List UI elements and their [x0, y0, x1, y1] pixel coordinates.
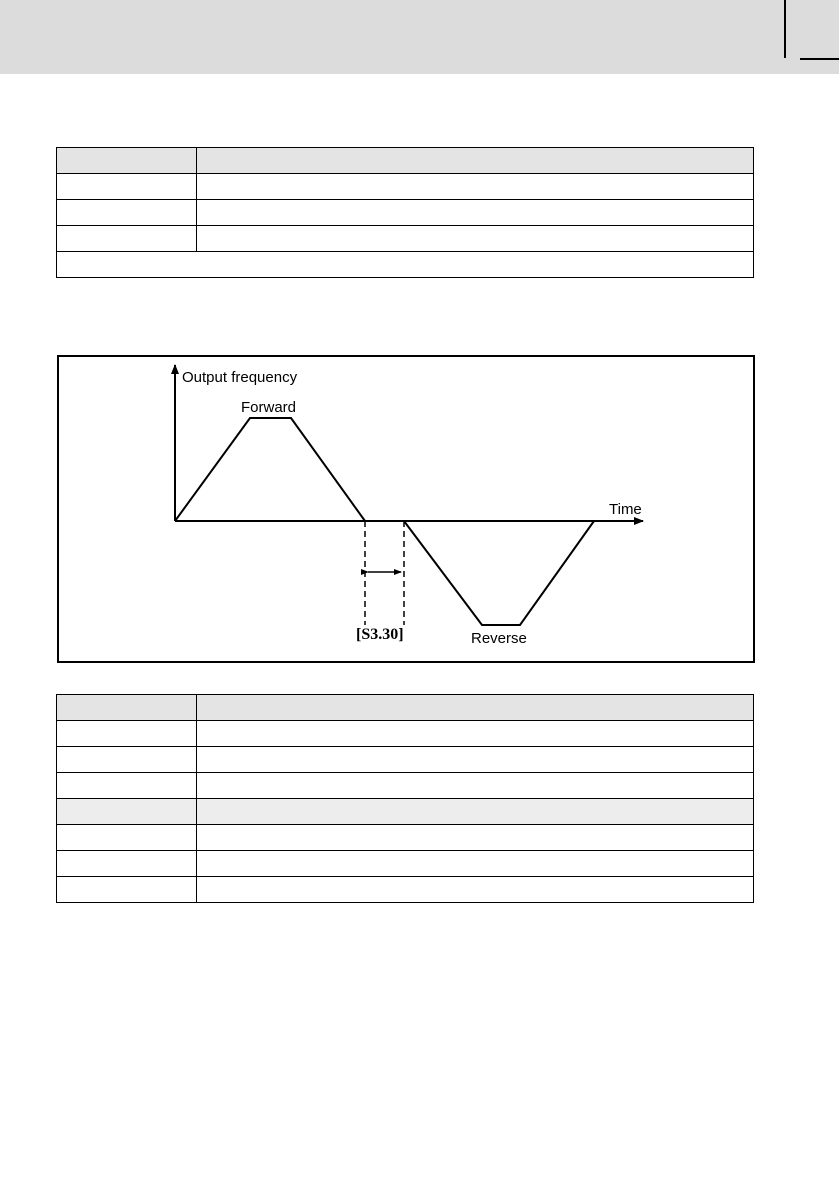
crop-mark-vertical [784, 0, 786, 58]
page-header-band [0, 0, 839, 74]
frequency-diagram [57, 355, 755, 663]
table-row [57, 174, 754, 200]
table-cell [57, 148, 197, 174]
table-cell [57, 226, 197, 252]
interval-label: [S3.30] [356, 626, 404, 643]
frequency-diagram-svg [59, 357, 753, 661]
table-cell [197, 773, 754, 799]
table-cell [197, 695, 754, 721]
crop-mark-horizontal [800, 58, 839, 60]
table-cell [197, 877, 754, 903]
table-row [57, 851, 754, 877]
y-axis-label: Output frequency [182, 369, 298, 386]
table-cell [197, 799, 754, 825]
table-cell [197, 825, 754, 851]
table-cell [57, 695, 197, 721]
table-cell [197, 148, 754, 174]
table-cell [57, 721, 197, 747]
table-cell [57, 200, 197, 226]
table-cell [57, 851, 197, 877]
reverse-label: Reverse [471, 630, 527, 647]
table-cell [57, 747, 197, 773]
table-section-row [57, 799, 754, 825]
table-cell [197, 226, 754, 252]
table-row [57, 226, 754, 252]
table-cell [197, 747, 754, 773]
parameter-table-bottom [56, 694, 754, 903]
table-header-row [57, 148, 754, 174]
table-cell [197, 200, 754, 226]
table-row [57, 877, 754, 903]
table-row [57, 721, 754, 747]
table-cell [57, 799, 197, 825]
forward-curve [175, 418, 365, 521]
x-axis-label: Time [609, 501, 642, 518]
table-cell [57, 174, 197, 200]
table-row-merged [57, 252, 754, 278]
table-row [57, 773, 754, 799]
table-cell [197, 721, 754, 747]
table-row [57, 825, 754, 851]
table-cell [57, 877, 197, 903]
table-row [57, 747, 754, 773]
table-row [57, 200, 754, 226]
table-cell-merged [57, 252, 754, 278]
table-cell [197, 851, 754, 877]
table-header-row [57, 695, 754, 721]
reverse-curve [404, 521, 594, 625]
table-cell [197, 174, 754, 200]
forward-label: Forward [241, 399, 297, 416]
table-cell [57, 825, 197, 851]
table-cell [57, 773, 197, 799]
parameter-table-top [56, 147, 754, 278]
